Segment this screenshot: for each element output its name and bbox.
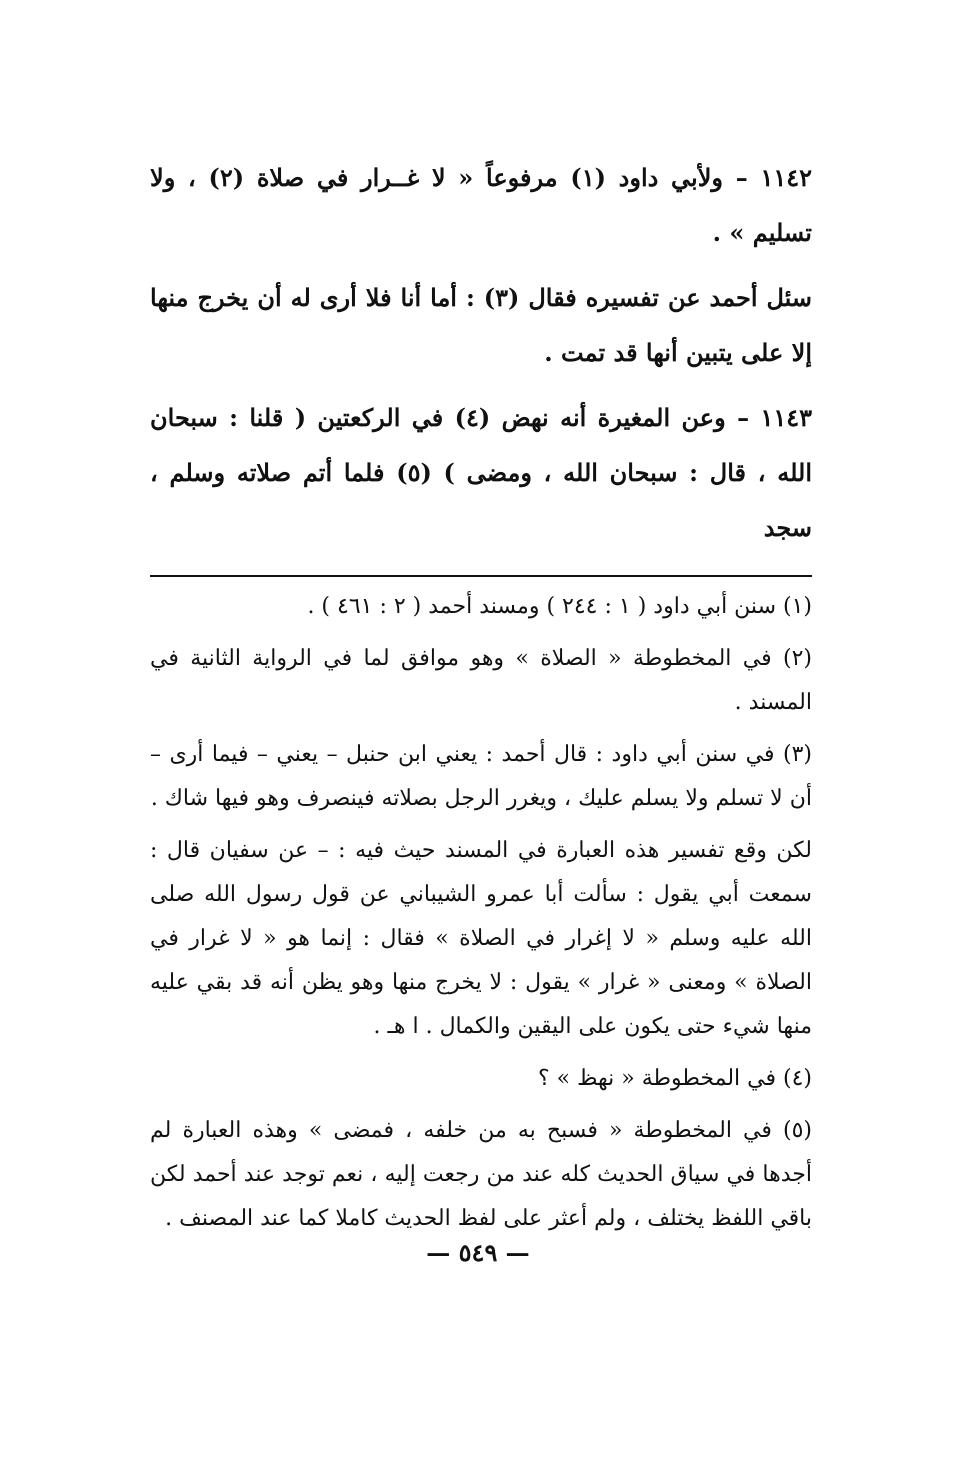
page-body	[150, 150, 812, 1241]
footnote-divider	[150, 575, 812, 577]
hadith-1142: ١١٤٢ – ولأبي داود (١) مرفوعاً « لا غــرار في صلاة (٢) ، ولا تسليم » .	[150, 163, 812, 247]
ahmad-comment: سئل أحمد عن تفسيره فقال (٣) : أما أنا فلا أرى له أن يخرج منها إلا على يتبين أنها قد تمت .	[150, 283, 812, 367]
page-number: — ٥٤٩ —	[426, 1238, 530, 1267]
footnote-1: (١) سنن أبي داود ( ١ : ٢٤٤ ) ومسند أحمد ( ٢ : ٤٦١ ) .	[307, 594, 812, 619]
footnote-3-continued: لكن وقع تفسير هذه العبارة في المسند حيث فيه : – عن سفيان قال : سمعت أبي يقول : سألت أبا عمرو الشيباني عن قول رسول الله صلى الله عليه وسلم « لا إغرار في الصلاة » فقال : إنما هو « لا غرار في الصلاة » ومعنى « غرار » يقول : لا يخرج منها وهو يظن أنه قد بقي عليه منها شيء حتى يكون على اليقين والكمال . ا هـ .	[150, 838, 812, 1039]
hadith-1143: ١١٤٣ – وعن المغيرة أنه نهض (٤) في الركعتين ( قلنا : سبحان الله ، قال : سبحان الله ، ومضى ) (٥) فلما أتم صلاته وسلم ، سجد	[150, 403, 812, 542]
footnote-3: (٣) في سنن أبي داود : قال أحمد : يعني ابن حنبل – يعني – فيما أرى – أن لا تسلم ولا يسلم عليك ، ويغرر الرجل بصلاته فينصرف وهو فيها شاك .	[150, 742, 812, 811]
footnote-4: (٤) في المخطوطة « نهظ » ؟	[537, 1066, 812, 1091]
main-text	[150, 150, 812, 555]
footnote-2: (٢) في المخطوطة « الصلاة » وهو موافق لما في الرواية الثانية في المسند .	[150, 646, 812, 715]
footnotes	[150, 585, 812, 1241]
footnote-5: (٥) في المخطوطة « فسبح به من خلفه ، فمضى » وهذه العبارة لم أجدها في سياق الحديث كله عند من رجعت إليه ، نعم توجد عند أحمد لكن باقي اللفظ يختلف ، ولم أعثر على لفظ الحديث كاملا كما عند المصنف .	[150, 1118, 812, 1231]
